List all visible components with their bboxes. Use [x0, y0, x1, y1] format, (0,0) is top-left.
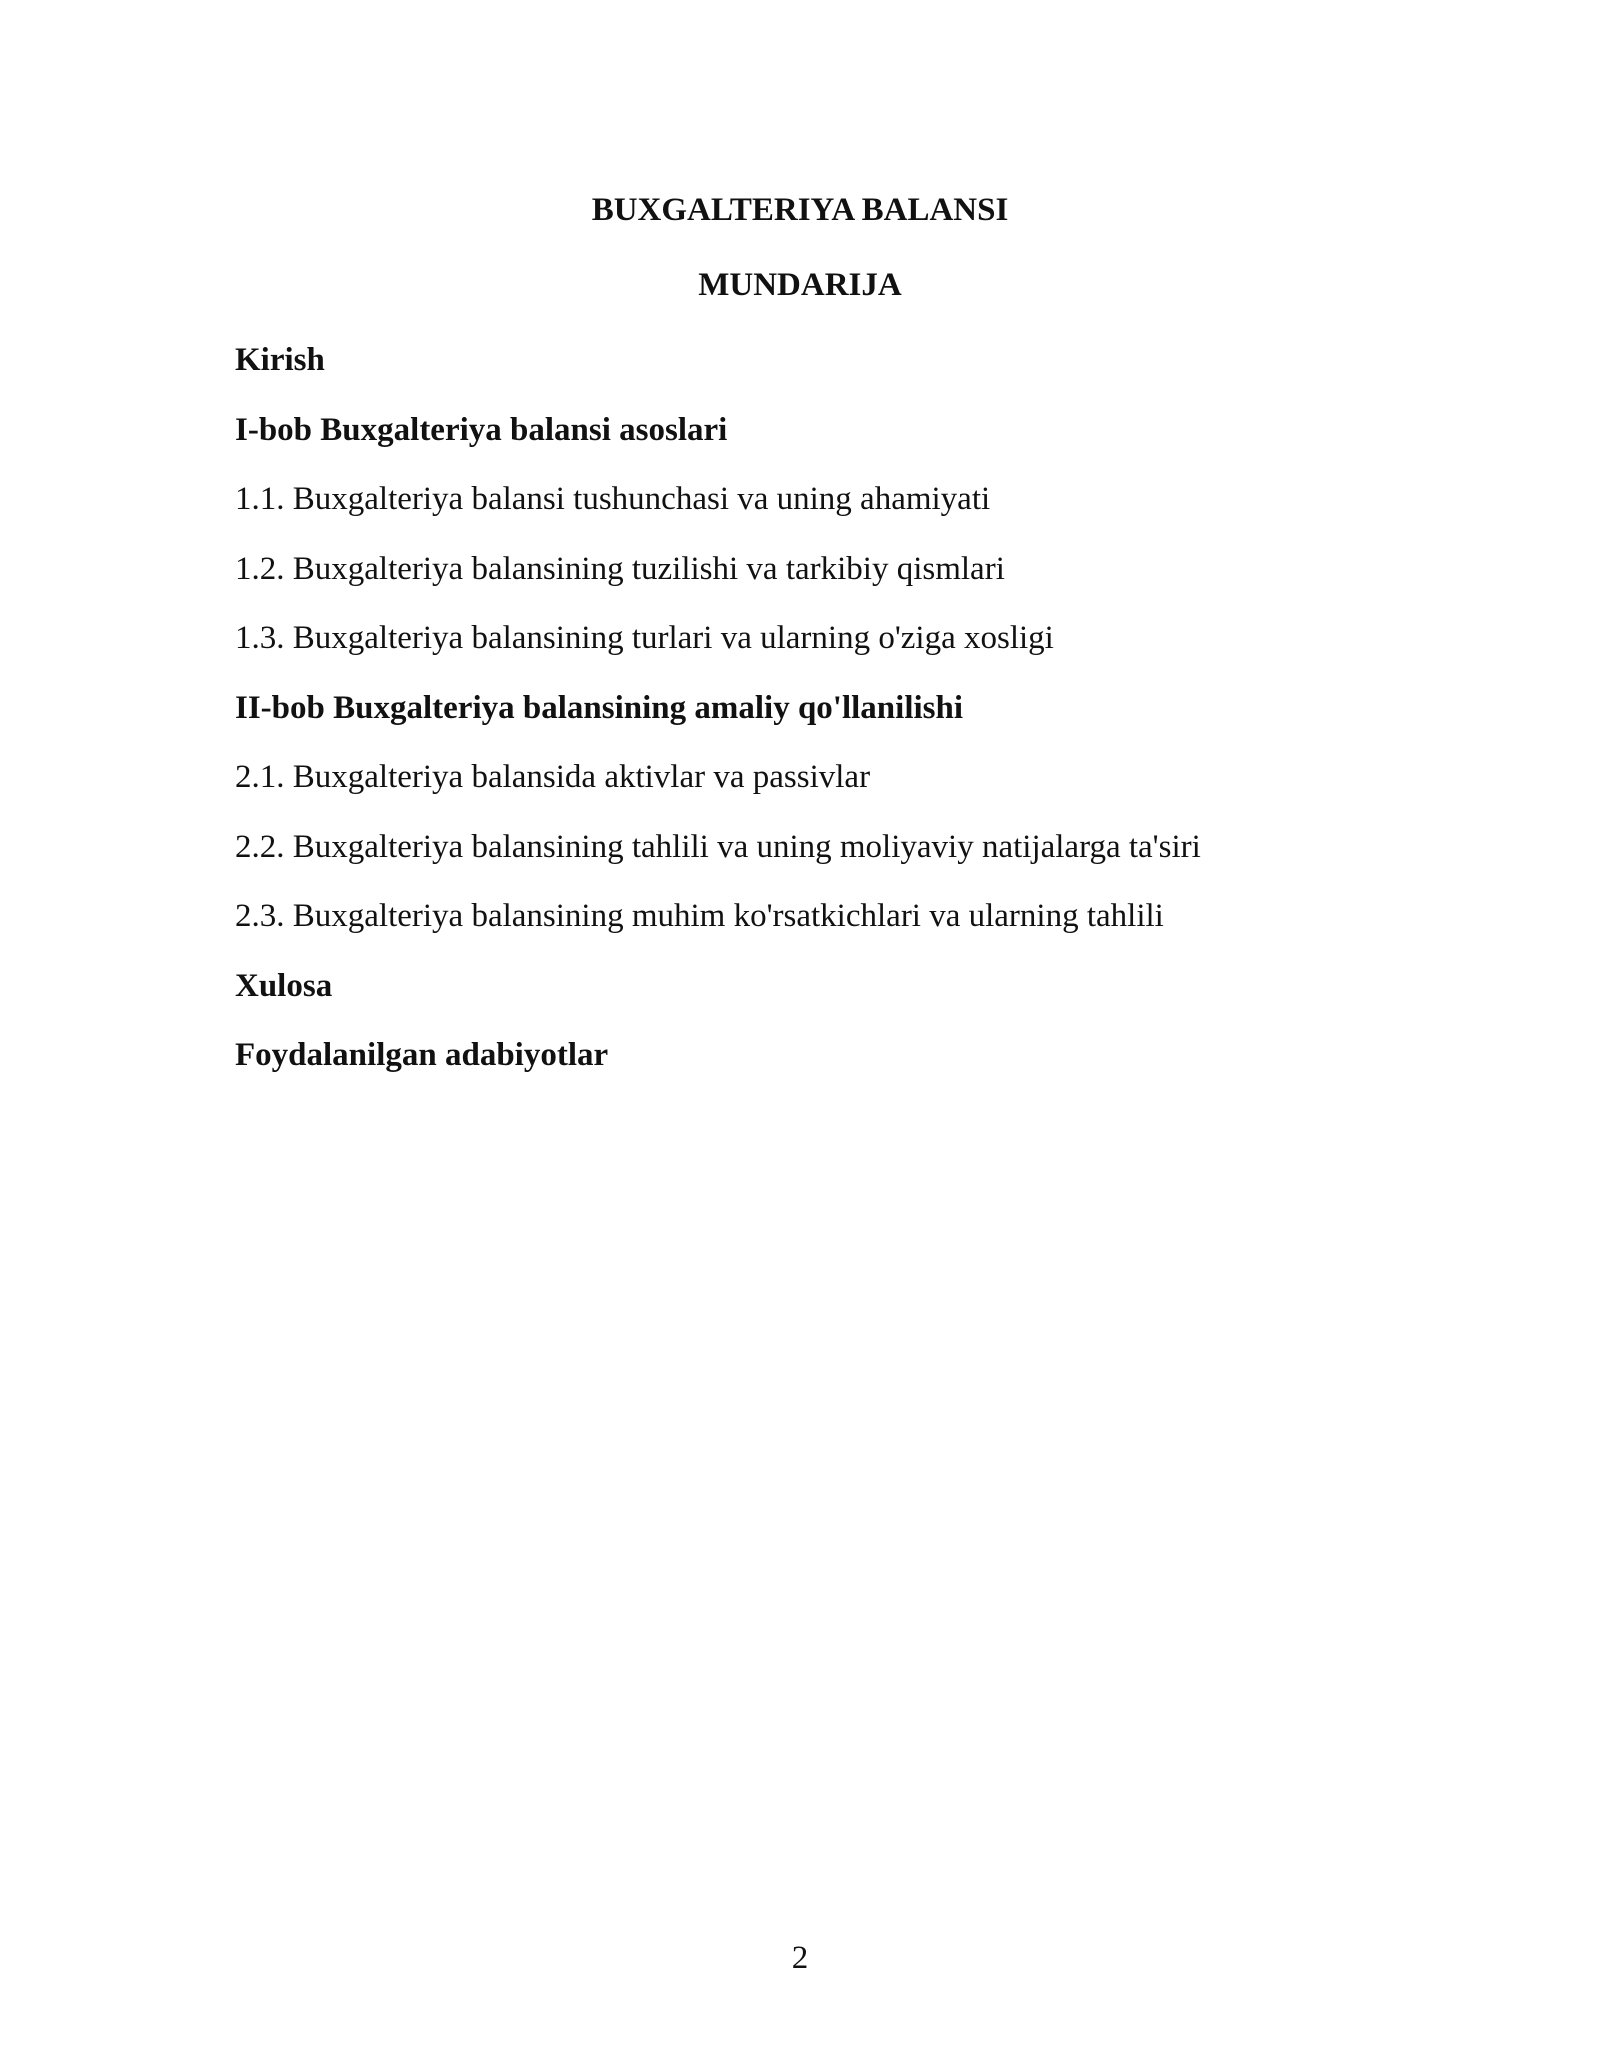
toc-item: 1.1. Buxgalteriya balansi tushunchasi va uning ahamiyati	[235, 481, 991, 517]
toc-item: Foydalanilgan adabiyotlar	[235, 1037, 609, 1073]
toc-item: 1.3. Buxgalteriya balansining turlari va ularning o'ziga xosligi	[235, 620, 1054, 656]
toc-item: 2.1. Buxgalteriya balansida aktivlar va passivlar	[235, 759, 871, 795]
toc-item: I-bob Buxgalteriya balansi asoslari	[235, 411, 728, 448]
toc-item: 1.2. Buxgalteriya balansining tuzilishi va tarkibiy qismlari	[235, 550, 1005, 587]
table-of-contents	[235, 338, 1435, 1103]
toc-item: 2.3. Buxgalteriya balansining muhim ko'rsatkichlari va ularning tahlili	[235, 898, 1164, 934]
toc-item: II-bob Buxgalteriya balansining amaliy qo'llanilishi	[235, 689, 964, 726]
toc-item: 2.2. Buxgalteriya balansining tahlili va uning moliyaviy natijalarga ta'siri	[235, 828, 1201, 865]
document-title: BUXGALTERIYA BALANSI	[591, 192, 1009, 228]
page-number: 2	[791, 1940, 809, 1976]
toc-heading: MUNDARIJA	[698, 267, 902, 303]
toc-item: Xulosa	[235, 967, 333, 1004]
toc-item: Kirish	[235, 342, 325, 378]
